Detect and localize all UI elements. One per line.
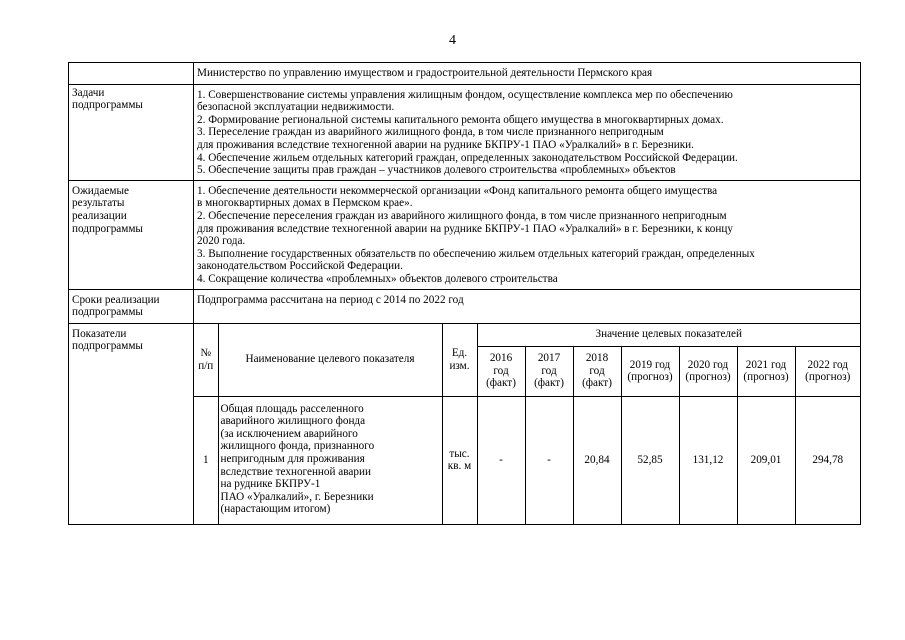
indicators-header-row-1 bbox=[194, 324, 860, 347]
year-header-2019: 2019 год (прогноз) bbox=[621, 346, 679, 396]
terms-label: Сроки реализации подпрограммы bbox=[69, 289, 194, 323]
indicator-name: Общая площадь расселенного аварийного жилищного фонда (за исключением аварийного жилищного фонда, признанного непригодным для проживания вследствие техногенной аварии на руднике БКПРУ-1 ПАО «Уралкалий», г. Березники (нарастающим итогом) bbox=[218, 396, 442, 524]
year-header-2021: 2021 год (прогноз) bbox=[737, 346, 795, 396]
indicators-cell bbox=[194, 323, 861, 525]
terms-row bbox=[69, 289, 861, 323]
value-2016: - bbox=[477, 396, 525, 524]
indicators-label: Показатели подпрограммы bbox=[69, 323, 194, 525]
col-unit-header: Ед. изм. bbox=[442, 324, 477, 397]
program-passport-table bbox=[68, 62, 861, 525]
col-name-header: Наименование целевого показателя bbox=[218, 324, 442, 397]
tasks-text: 1. Совершенствование системы управления жилищным фондом, осуществление комплекса мер по обеспечению безопасной эксплуатации недвижимости. 2. Формирование региональной системы капитального ремонта общего имущества в многоквартирных домах. 3. Переселение граждан из аварийного жилищного фонда, в том числе признанного непригодным для проживания вследствие техногенной аварии на руднике БКПРУ-1 ПАО «Уралкалий» в г. Березники. 4. Обеспечение жильем отдельных категорий граждан, определенных законодательством Российской Федерации. 5. Обеспечение защиты прав граждан – участников долевого строительства «проблемных» объектов bbox=[194, 84, 861, 180]
value-2021: 209,01 bbox=[737, 396, 795, 524]
tasks-row bbox=[69, 84, 861, 180]
ministry-text: Министерство по управлению имуществом и градостроительной деятельности Пермского края bbox=[194, 63, 861, 85]
value-2020: 131,12 bbox=[679, 396, 737, 524]
indicator-unit: тыс. кв. м bbox=[442, 396, 477, 524]
value-2019: 52,85 bbox=[621, 396, 679, 524]
value-2022: 294,78 bbox=[795, 396, 860, 524]
row-num: 1 bbox=[194, 396, 218, 524]
group-header: Значение целевых показателей bbox=[477, 324, 860, 347]
indicators-row bbox=[69, 323, 861, 525]
tasks-label: Задачи подпрограммы bbox=[69, 84, 194, 180]
results-text: 1. Обеспечение деятельности некоммерческой организации «Фонд капитального ремонта общего имущества в многоквартирных домах в Пермском крае». 2. Обеспечение переселения граждан из аварийного жилищного фонда, в том числе признанного непригодным для проживания вследствие техногенной аварии на руднике БКПРУ-1 ПАО «Уралкалий» в г. Березники, к концу 2020 года. 3. Выполнение государственных обязательств по обеспечению жильем отдельных категорий граждан, определенных законодательством Российской Федерации. 4. Сокращение количества «проблемных» объектов долевого строительства bbox=[194, 180, 861, 289]
year-header-2022: 2022 год (прогноз) bbox=[795, 346, 860, 396]
year-header-2018: 2018 год (факт) bbox=[573, 346, 621, 396]
ministry-row bbox=[69, 63, 861, 85]
terms-text: Подпрограмма рассчитана на период с 2014 по 2022 год bbox=[194, 289, 861, 323]
table-row bbox=[194, 396, 860, 524]
value-2017: - bbox=[525, 396, 573, 524]
results-label: Ожидаемые результаты реализации подпрограммы bbox=[69, 180, 194, 289]
year-header-2017: 2017 год (факт) bbox=[525, 346, 573, 396]
year-header-2016: 2016 год (факт) bbox=[477, 346, 525, 396]
year-header-2020: 2020 год (прогноз) bbox=[679, 346, 737, 396]
indicators-table bbox=[194, 324, 860, 525]
page-number: 4 bbox=[449, 33, 456, 48]
value-2018: 20,84 bbox=[573, 396, 621, 524]
ministry-label-cell bbox=[69, 63, 194, 85]
results-row bbox=[69, 180, 861, 289]
col-num-header: № п/п bbox=[194, 324, 218, 397]
